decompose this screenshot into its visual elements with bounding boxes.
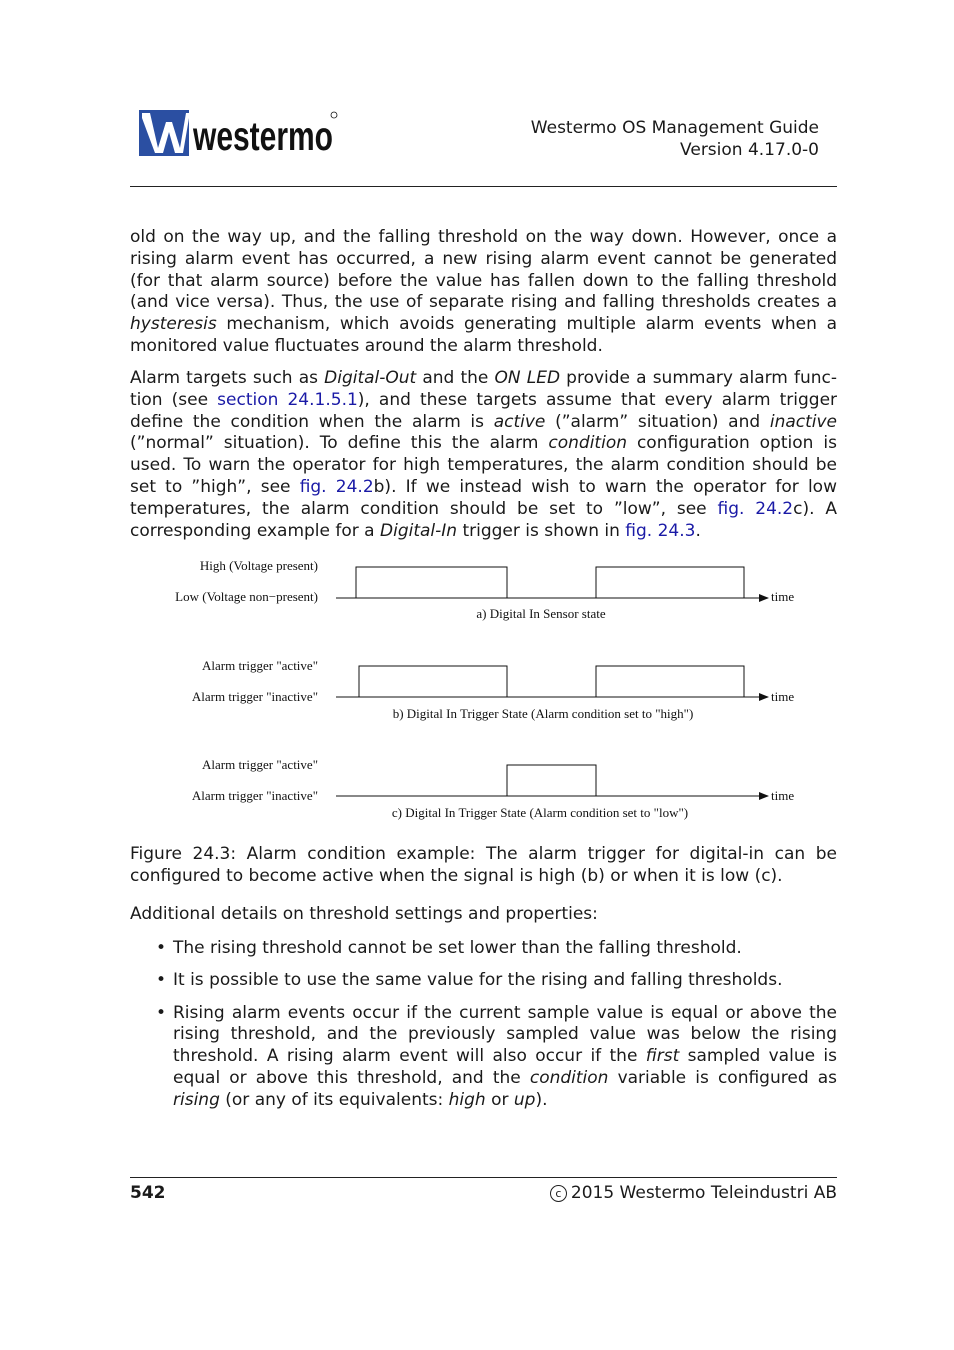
- emphasis: rising: [173, 1089, 220, 1110]
- paragraph-text: Additional details on threshold settings and properties:: [130, 904, 598, 924]
- high-voltage-label: High (Voltage present): [199, 558, 318, 573]
- paragraph-hysteresis: [130, 227, 837, 358]
- copyright-text: 2015 Westermo Teleindustri AB: [570, 1183, 837, 1203]
- bullet-icon: •: [156, 938, 167, 958]
- figure-caption: [130, 844, 837, 888]
- timing-diagram-figure: [130, 552, 837, 832]
- text-run: b). If we instead wish to warn the operator for low temperatures, the alarm condition should be set to ”low”, see: [130, 476, 837, 519]
- guide-title: Westermo OS Management Guide: [530, 118, 819, 138]
- text-run: variable is configured as: [608, 1067, 837, 1088]
- text-run: trigger is shown in: [457, 520, 626, 541]
- emphasis: condition: [548, 433, 627, 454]
- list-item: [130, 938, 837, 960]
- text-run: (or any of its equivalents:: [219, 1089, 449, 1110]
- signal-pulse: [359, 666, 507, 697]
- text-run: or: [485, 1089, 514, 1110]
- subcaption-a: a) Digital In Sensor state: [476, 606, 606, 621]
- figure-link[interactable]: fig. 24.2: [717, 498, 794, 519]
- text-run: c). A corresponding example for a: [130, 498, 837, 541]
- time-label: time: [771, 589, 795, 604]
- figure-link[interactable]: fig. 24.2: [299, 476, 374, 497]
- copyright-icon: c: [550, 1185, 567, 1202]
- version-label: Version 4.17.0-0: [680, 140, 819, 160]
- text-run: ), and these targets assume that every alarm trigger define the condition when the alarm is: [130, 389, 838, 432]
- text-run: and the: [416, 368, 495, 388]
- low-voltage-label: Low (Voltage non−present): [175, 589, 318, 604]
- emphasis: high: [448, 1089, 486, 1110]
- trigger-active-label: Alarm trigger "active": [201, 757, 318, 772]
- text-run: Rising alarm events occur if the current sample value is equal or above the rising threshold, and the previously sampled value was below the rising threshold. A rising alarm event will also occur if the: [173, 1002, 837, 1067]
- text-run: .: [695, 520, 701, 541]
- panel-b-trigger-high: [192, 658, 794, 721]
- emphasis: Digital-In: [380, 520, 458, 541]
- trigger-inactive-label: Alarm trigger "inactive": [191, 689, 318, 704]
- section-link[interactable]: section 24.1.5.1: [217, 389, 358, 410]
- emphasis: Digital-Out: [324, 368, 417, 388]
- svg-text:westermo: westermo: [192, 113, 333, 159]
- emphasis: first: [645, 1046, 680, 1067]
- text-run: old on the way up, and the falling threshold on the way down. However, once a rising alarm event has occurred, a new rising alarm event cannot be generated (for that alarm source) before the value has fallen down to the falling threshold (and vice versa). Thus, the use of separate rising and falling thresholds creates a: [130, 227, 837, 313]
- emphasis: condition: [529, 1067, 609, 1088]
- caption-text: Figure 24.3: Alarm condition example: The alarm trigger for digital-in can be configured to become active when the signal is high (b) or when it is low (c).: [130, 844, 837, 886]
- trigger-active-label: Alarm trigger "active": [201, 658, 318, 673]
- footer-rule: [130, 1177, 837, 1178]
- subcaption-b: b) Digital In Trigger State (Alarm condition set to "high"): [392, 706, 694, 721]
- subcaption-c: c) Digital In Trigger State (Alarm condition set to "low"): [391, 805, 689, 820]
- signal-pulse: [507, 765, 596, 796]
- panel-c-trigger-low: [192, 757, 794, 820]
- paragraph-details-intro: [130, 904, 837, 926]
- text-run: configuration option is used. To warn the operator for high temperatures, the alarm condition should be set to ”high”, see: [130, 433, 837, 497]
- text-run: ).: [535, 1089, 548, 1110]
- signal-pulse: [356, 567, 507, 598]
- emphasis: inactive: [769, 411, 838, 432]
- list-item-text: It is possible to use the same value for the rising and falling thresholds.: [173, 970, 783, 991]
- text-run: (”normal” situation). To define this the alarm: [130, 433, 549, 454]
- time-label: time: [771, 788, 795, 803]
- copyright: [550, 1183, 837, 1203]
- text-run: Alarm targets such as: [130, 368, 325, 388]
- threshold-details-list: [130, 938, 837, 1122]
- emphasis: active: [493, 411, 546, 432]
- list-item-text: The rising threshold cannot be set lower than the falling threshold.: [173, 938, 742, 958]
- paragraph-alarm-targets: [130, 368, 837, 542]
- document-header: [531, 117, 819, 161]
- westermo-logo: [139, 110, 339, 158]
- figure-link[interactable]: fig. 24.3: [625, 520, 696, 541]
- emphasis: up: [513, 1089, 536, 1110]
- signal-pulse: [596, 666, 744, 697]
- text-run: (”alarm” situation) and: [545, 411, 770, 432]
- time-label: time: [771, 689, 795, 704]
- emphasis: ON LED: [494, 368, 561, 388]
- list-item: [130, 970, 837, 992]
- panel-a-sensor-state: [175, 558, 794, 621]
- text-run: mechanism, which avoids generating multiple alarm events when a monitored value fluctuates around the alarm threshold.: [130, 314, 837, 356]
- emphasis: hysteresis: [130, 314, 217, 335]
- bullet-icon: •: [156, 970, 167, 991]
- signal-pulse: [596, 567, 744, 598]
- list-item: [130, 1003, 837, 1112]
- header-rule: [130, 186, 837, 187]
- page-number: 542: [130, 1183, 166, 1203]
- text-run: sampled value is equal or above this threshold, and the: [173, 1046, 837, 1088]
- text-run: provide a summary alarm func-tion (see: [130, 368, 838, 410]
- bullet-icon: •: [156, 1002, 167, 1023]
- trigger-inactive-label: Alarm trigger "inactive": [191, 788, 318, 803]
